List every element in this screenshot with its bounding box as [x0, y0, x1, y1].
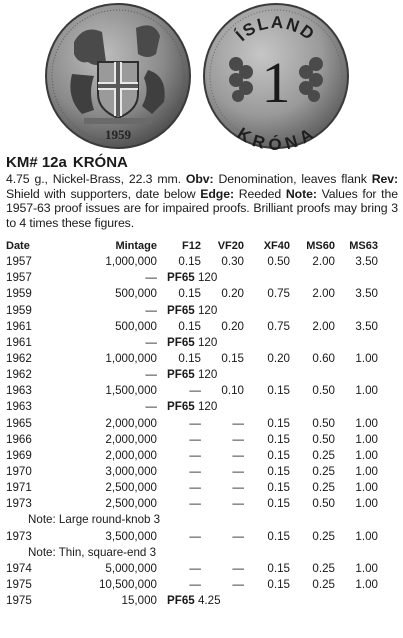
cell-ms60: 2.00 — [312, 287, 335, 301]
cell-f12: 0.15 — [178, 255, 201, 269]
cell-mintage: 2,500,000 — [105, 497, 157, 511]
cell-f12: — — [189, 465, 201, 479]
cell-mintage: 1,000,000 — [105, 352, 157, 366]
cell-mintage: — — [145, 271, 157, 285]
cell-f12: — — [189, 497, 201, 511]
edge-text: Reeded — [238, 186, 282, 201]
cell-mintage: 1,000,000 — [105, 255, 157, 269]
table-body — [6, 254, 378, 609]
cell-ms60: 0.25 — [312, 561, 335, 575]
cell-ms63: 3.50 — [355, 255, 378, 269]
cell-date: 1959 — [6, 303, 32, 317]
table-row — [6, 254, 378, 270]
cell-ms60: 0.25 — [312, 529, 335, 543]
cell-mintage: 2,500,000 — [105, 481, 157, 495]
cell-vf20: — — [232, 465, 244, 479]
table-row — [6, 286, 378, 302]
cell-vf20: 0.20 — [221, 319, 244, 333]
proof-value: 120 — [197, 271, 218, 285]
obverse-label: Obv: — [185, 172, 214, 186]
proof-grade: PF65 — [167, 335, 195, 349]
proof-value: 120 — [197, 400, 218, 414]
table-row — [6, 383, 378, 399]
proof-row — [6, 270, 378, 286]
cell-ms63: 1.00 — [355, 529, 378, 543]
header-mintage: Mintage — [115, 240, 157, 253]
cell-ms63: 3.50 — [355, 319, 378, 333]
cell-xf40: 0.15 — [267, 497, 290, 511]
shield-icon — [98, 62, 138, 118]
denomination: KRÓNA — [72, 154, 128, 171]
specification-text — [6, 172, 398, 230]
catalog-title — [6, 153, 398, 172]
cell-ms63: 1.00 — [355, 432, 378, 446]
reverse-bottom-legend: KRÓNA — [233, 123, 319, 150]
cell-date: 1975 — [6, 594, 32, 608]
cell-xf40: 0.15 — [267, 465, 290, 479]
cell-ms60: 0.60 — [312, 352, 335, 366]
cell-ms63: 1.00 — [355, 416, 378, 430]
cell-f12: — — [189, 481, 201, 495]
table-row — [6, 448, 378, 464]
cell-f12: — — [189, 529, 201, 543]
cell-vf20: — — [232, 432, 244, 446]
reverse-value: 1 — [261, 50, 291, 115]
cell-f12: — — [189, 384, 201, 398]
table-row — [6, 577, 378, 593]
cell-ms63: 1.00 — [355, 465, 378, 479]
cell-f12: — — [189, 448, 201, 462]
cell-ms63: 3.50 — [355, 287, 378, 301]
proof-value-cell — [157, 335, 378, 351]
specs: 4.75 g., Nickel-Brass, 22.3 mm. — [6, 172, 181, 186]
cell-ms63: 1.00 — [355, 352, 378, 366]
cell-ms60: 0.50 — [312, 416, 335, 430]
proof-grade: PF65 — [167, 400, 195, 414]
cell-mintage: — — [145, 400, 157, 414]
cell-f12: — — [189, 416, 201, 430]
cell-ms60: 0.50 — [312, 384, 335, 398]
cell-date: 1975 — [6, 578, 32, 592]
proof-value: 120 — [197, 335, 218, 349]
table-row — [6, 561, 378, 577]
cell-date: 1965 — [6, 416, 32, 430]
reverse-coin-image — [202, 2, 350, 150]
cell-date: 1970 — [6, 465, 32, 479]
proof-value-cell — [157, 399, 378, 415]
row-note: Note: Thin, square-end 3 — [28, 545, 157, 559]
cell-mintage: 10,500,000 — [98, 578, 157, 592]
table-row — [6, 432, 378, 448]
cell-vf20: — — [232, 497, 244, 511]
cell-ms60: 2.00 — [312, 319, 335, 333]
table-row — [6, 319, 378, 335]
cell-xf40: 0.15 — [267, 448, 290, 462]
cell-xf40: 0.15 — [267, 416, 290, 430]
cell-mintage: 3,000,000 — [105, 465, 157, 479]
cell-date: 1961 — [6, 319, 32, 333]
header-f12: F12 — [182, 240, 201, 253]
obverse-text: Denomination, leaves flank — [218, 172, 367, 186]
proof-row — [6, 335, 378, 351]
cell-date: 1974 — [6, 561, 32, 575]
cell-vf20: 0.30 — [221, 255, 244, 269]
cell-vf20: — — [232, 529, 244, 543]
cell-xf40: 0.75 — [267, 319, 290, 333]
proof-row — [6, 367, 378, 383]
proof-row — [6, 303, 378, 319]
cell-ms60: 2.00 — [312, 255, 335, 269]
cell-date: 1959 — [6, 287, 32, 301]
cell-date: 1957 — [6, 271, 32, 285]
cell-date: 1973 — [6, 497, 32, 511]
cell-vf20: 0.20 — [221, 287, 244, 301]
cell-f12: — — [189, 561, 201, 575]
cell-vf20: 0.15 — [221, 352, 244, 366]
cell-ms60: 0.50 — [312, 497, 335, 511]
value-table — [6, 238, 378, 609]
cell-mintage: 5,000,000 — [105, 561, 157, 575]
table-header-row — [6, 238, 378, 254]
cell-mintage: 500,000 — [115, 287, 157, 301]
cell-xf40: 0.15 — [267, 432, 290, 446]
proof-value: 120 — [197, 303, 218, 317]
cell-mintage: 1,500,000 — [105, 384, 157, 398]
cell-ms60: 0.25 — [312, 465, 335, 479]
cell-date: 1962 — [6, 368, 32, 382]
cell-date: 1957 — [6, 255, 32, 269]
proof-grade: PF65 — [167, 271, 195, 285]
proof-value: 120 — [197, 368, 218, 382]
cell-vf20: — — [232, 448, 244, 462]
cell-mintage: 2,000,000 — [105, 416, 157, 430]
cell-ms60: 0.25 — [312, 578, 335, 592]
header-xf40: XF40 — [263, 240, 290, 253]
cell-ms60: 0.25 — [312, 448, 335, 462]
reverse-top-legend: ÍSLAND — [232, 12, 320, 45]
cell-mintage: 2,000,000 — [105, 448, 157, 462]
cell-mintage: — — [145, 303, 157, 317]
proof-grade: PF65 — [167, 594, 195, 608]
cell-mintage: 500,000 — [115, 319, 157, 333]
note-text: Values for the 1957-63 proof issues are for impaired proofs. Brilliant proofs may bring 3 to 4 times these figures. — [6, 186, 398, 230]
cell-date: 1963 — [6, 400, 32, 414]
cell-date: 1961 — [6, 335, 32, 349]
note-row — [6, 545, 378, 561]
cell-vf20: 0.10 — [221, 384, 244, 398]
catalog-number: KM# 12a — [6, 154, 67, 171]
proof-row — [6, 399, 378, 415]
note-label: Note: — [285, 186, 317, 201]
cell-xf40: 0.15 — [267, 481, 290, 495]
cell-mintage: 2,000,000 — [105, 432, 157, 446]
cell-date: 1962 — [6, 352, 32, 366]
cell-xf40: 0.20 — [267, 352, 290, 366]
header-ms63: MS63 — [349, 240, 378, 253]
cell-f12: 0.15 — [178, 352, 201, 366]
cell-ms60: 0.50 — [312, 432, 335, 446]
row-note: Note: Large round-knob 3 — [28, 513, 161, 527]
cell-mintage: — — [145, 368, 157, 382]
cell-mintage: 3,500,000 — [105, 529, 157, 543]
table-row — [6, 496, 378, 512]
note-row — [6, 512, 378, 528]
proof-value-cell — [157, 270, 378, 286]
cell-xf40: 0.50 — [267, 255, 290, 269]
obverse-date: 1959 — [105, 127, 131, 142]
reverse-label: Rev: — [371, 172, 398, 186]
proof-grade: PF65 — [167, 303, 195, 317]
proof-row — [6, 593, 378, 609]
cell-f12: 0.15 — [178, 319, 201, 333]
header-vf20: VF20 — [217, 240, 244, 253]
table-row — [6, 351, 378, 367]
base-slab — [84, 118, 152, 124]
cell-vf20: — — [232, 416, 244, 430]
cell-ms63: 1.00 — [355, 384, 378, 398]
cell-vf20: — — [232, 561, 244, 575]
cell-xf40: 0.15 — [267, 561, 290, 575]
description-block — [6, 153, 398, 230]
cell-ms63: 1.00 — [355, 578, 378, 592]
table-row — [6, 529, 378, 545]
cell-mintage: — — [145, 335, 157, 349]
cell-date: 1966 — [6, 432, 32, 446]
cell-vf20: — — [232, 481, 244, 495]
header-date: Date — [6, 240, 30, 253]
cell-date: 1969 — [6, 448, 32, 462]
cell-ms63: 1.00 — [355, 497, 378, 511]
cell-xf40: 0.15 — [267, 529, 290, 543]
cell-f12: — — [189, 578, 201, 592]
cell-ms63: 1.00 — [355, 561, 378, 575]
cell-ms63: 1.00 — [355, 448, 378, 462]
cell-mintage: 15,000 — [121, 594, 157, 608]
edge-label: Edge: — [200, 186, 234, 201]
cell-xf40: 0.75 — [267, 287, 290, 301]
cell-xf40: 0.15 — [267, 578, 290, 592]
cell-ms63: 1.00 — [355, 481, 378, 495]
proof-value-cell — [157, 593, 378, 609]
table-row — [6, 416, 378, 432]
proof-value-cell — [157, 303, 378, 319]
proof-grade: PF65 — [167, 368, 195, 382]
cell-ms60: 0.25 — [312, 481, 335, 495]
table-row — [6, 480, 378, 496]
obverse-coin-image — [44, 2, 192, 150]
table-row — [6, 464, 378, 480]
cell-f12: — — [189, 432, 201, 446]
coin-images — [0, 0, 403, 150]
cell-f12: 0.15 — [178, 287, 201, 301]
header-ms60: MS60 — [306, 240, 335, 253]
reverse-text: Shield with supporters, date below — [6, 186, 196, 201]
cell-vf20: — — [232, 578, 244, 592]
proof-value-cell — [157, 367, 378, 383]
cell-date: 1973 — [6, 529, 32, 543]
cell-date: 1963 — [6, 384, 32, 398]
cell-xf40: 0.15 — [267, 384, 290, 398]
proof-value: 4.25 — [197, 594, 221, 608]
cell-date: 1971 — [6, 481, 32, 495]
